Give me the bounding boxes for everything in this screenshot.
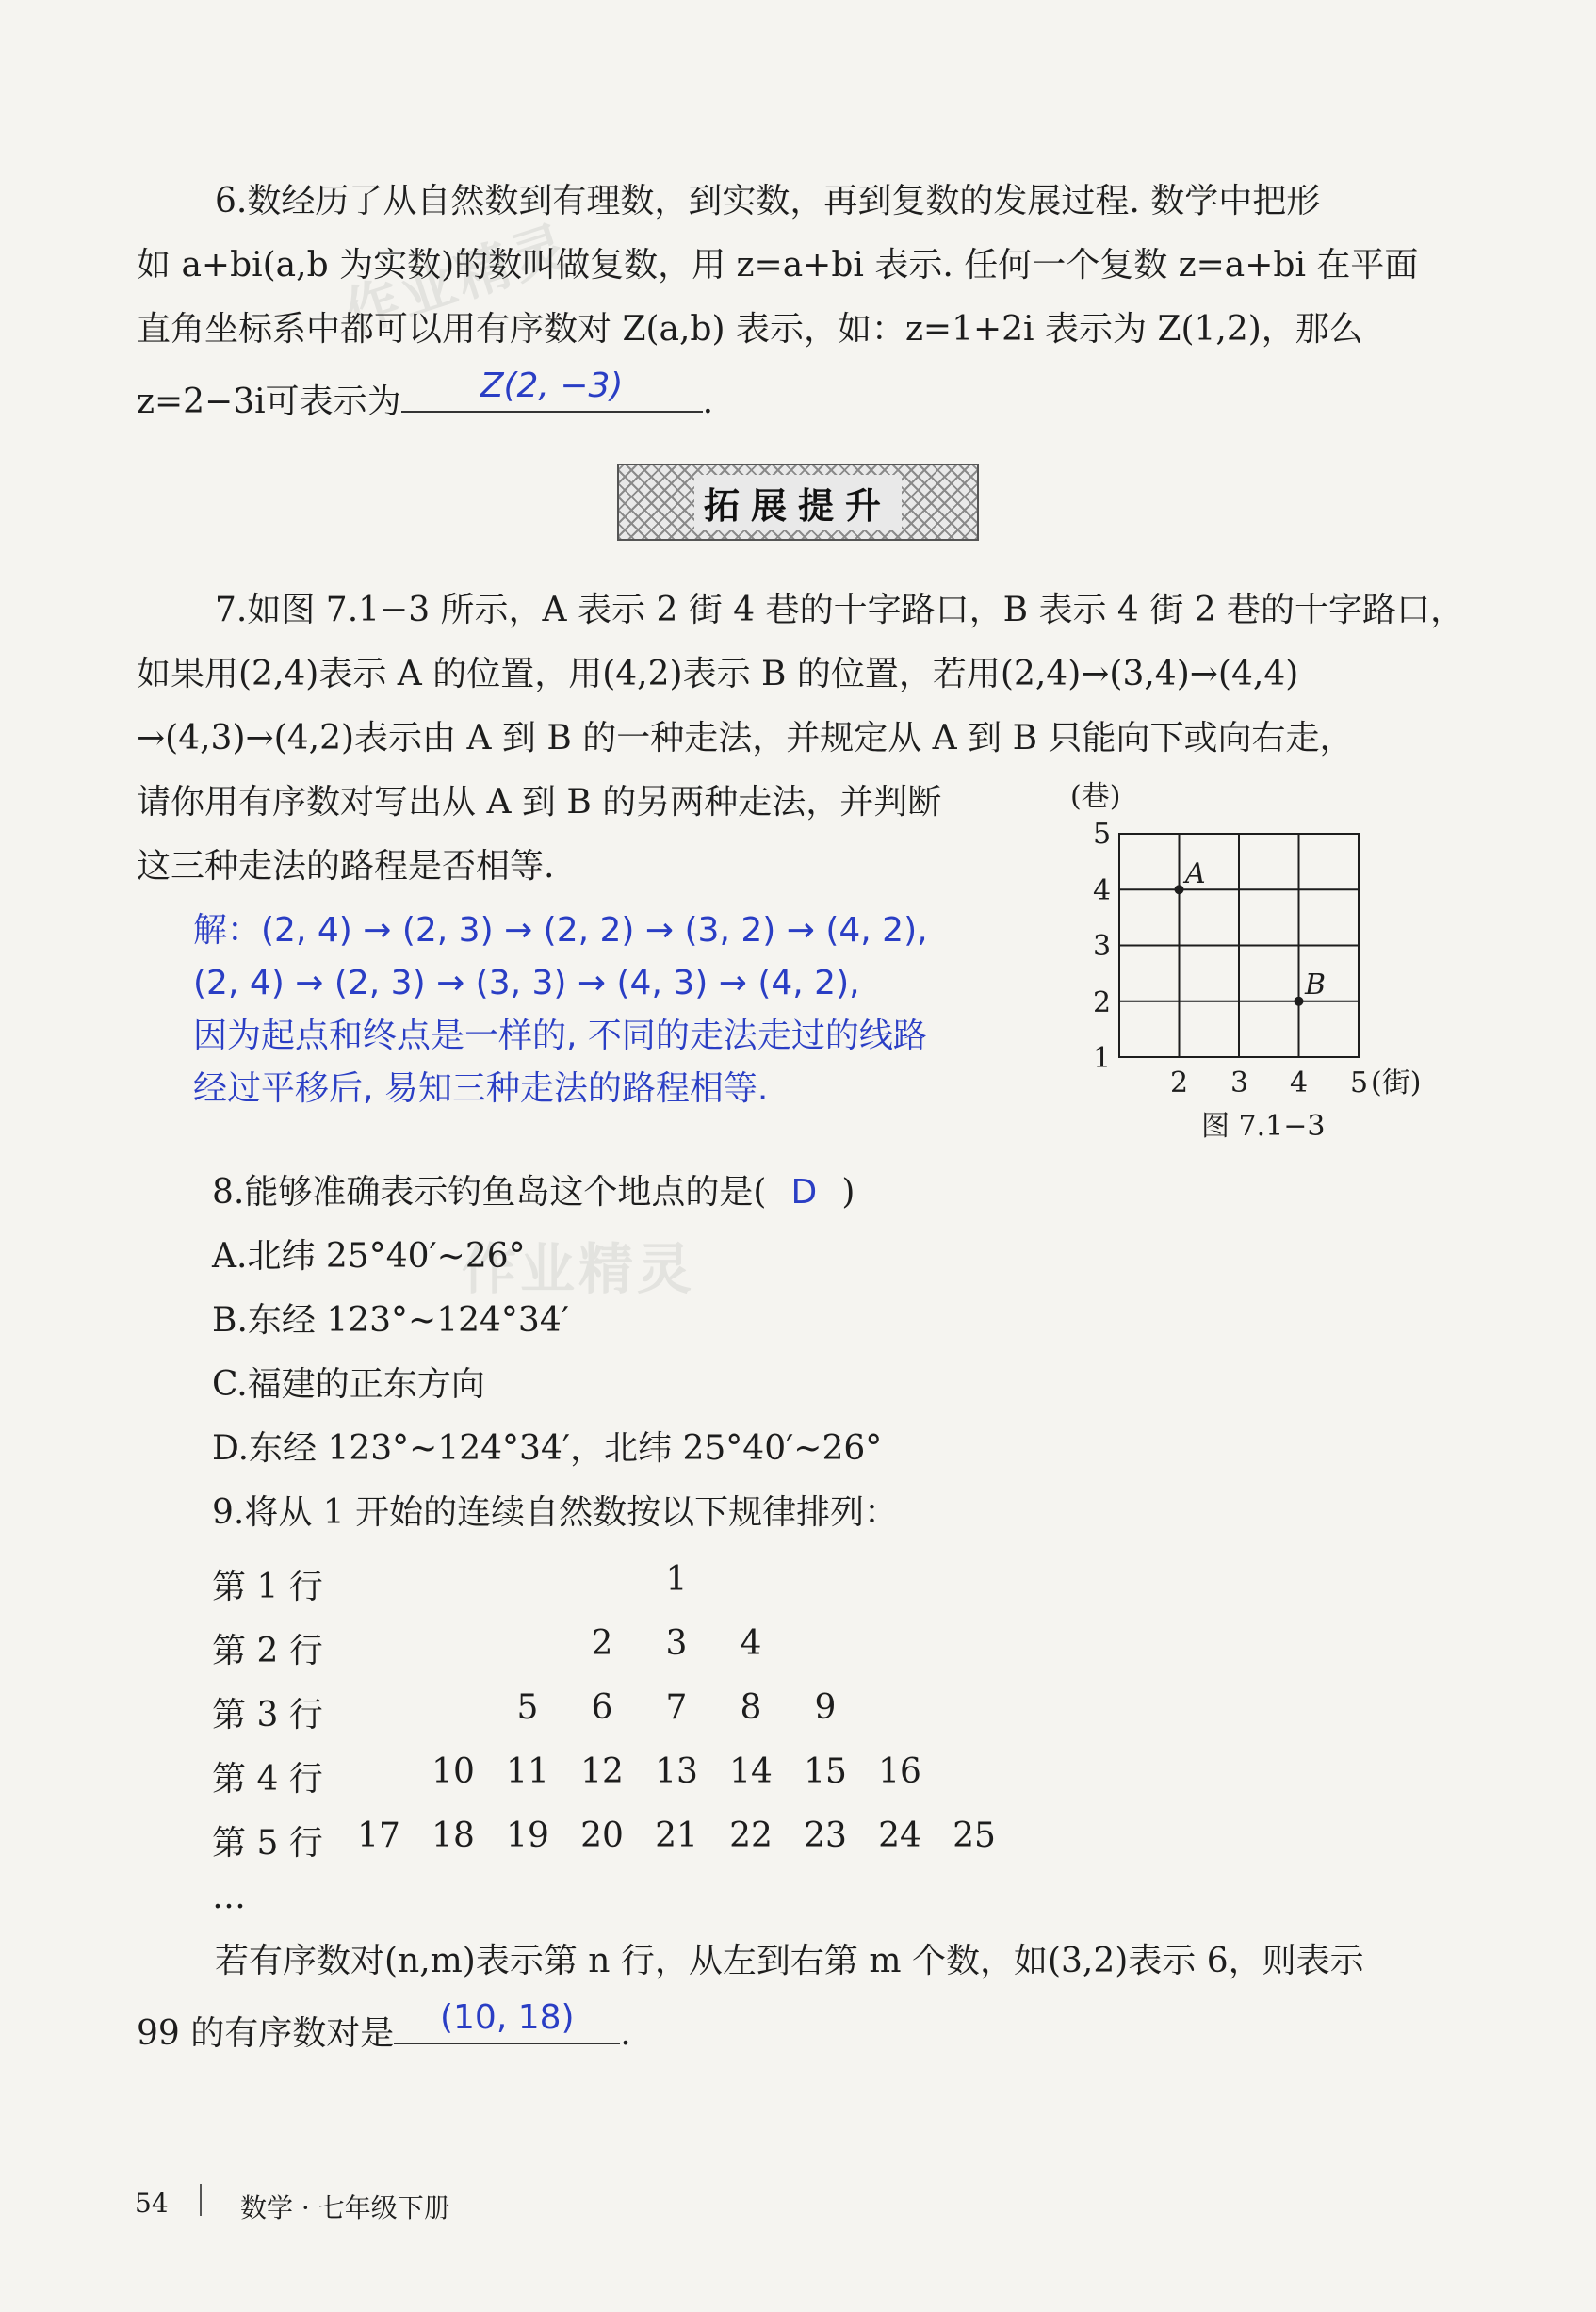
row-label: 第 5 行 <box>212 1824 323 1863</box>
triangle-number: 14 <box>729 1752 773 1791</box>
q9-line-2 <box>137 1998 631 2053</box>
row-label: 第 4 行 <box>212 1760 323 1799</box>
x-axis-label: (街) <box>1371 1066 1422 1099</box>
row-label: 第 3 行 <box>212 1696 323 1734</box>
x-tick-5: 5 <box>1350 1066 1369 1099</box>
triangle-number: 8 <box>740 1688 762 1727</box>
triangle-number: 13 <box>655 1752 698 1791</box>
triangle-number: 6 <box>591 1688 613 1727</box>
q7-line-1: 7.如图 7.1−3 所示，A 表示 2 街 4 巷的十字路口，B 表示 4 街 2 巷的十字路口， <box>215 591 1465 629</box>
q8-answer: D <box>790 1173 818 1212</box>
point-b-label: B <box>1305 969 1327 1001</box>
triangle-number: 11 <box>506 1752 549 1791</box>
triangle-number: 15 <box>804 1752 847 1791</box>
section-banner-title: 拓展提升 <box>694 475 902 530</box>
q7-answer-line-2: (2, 4) → (2, 3) → (3, 3) → (4, 3) → (4, 2), <box>193 964 860 1002</box>
q7-line-3: →(4,3)→(4,2)表示由 A 到 B 的一种走法，并规定从 A 到 B 只能向下或向右走， <box>137 719 1354 757</box>
triangle-number: 9 <box>814 1688 837 1727</box>
q8-option-d: D.东经 123°~124°34′，北纬 25°40′~26° <box>212 1429 883 1468</box>
y-tick-2: 2 <box>1093 986 1112 1019</box>
q6-line-2: 如 a+bi(a,b 为实数)的数叫做复数，用 z=a+bi 表示. 任何一个复数 z=a+bi 在平面 <box>137 246 1419 285</box>
q9-line-2-prefix: 99 的有序数对是 <box>137 2014 395 2053</box>
q8-stem-end: ) <box>841 1173 855 1212</box>
q9-stem: 9.将从 1 开始的连续自然数按以下规律排列： <box>212 1493 899 1532</box>
y-axis-label: (巷) <box>1070 780 1121 813</box>
triangle-number: 17 <box>357 1816 400 1855</box>
triangle-number: 22 <box>729 1816 773 1855</box>
q6-line-4-suffix: . <box>702 383 714 421</box>
q6-line-4-prefix: z=2−3i可表示为 <box>137 383 401 421</box>
q9-line-1: 若有序数对(n,m)表示第 n 行，从左到右第 m 个数，如(3,2)表示 6，则表示 <box>215 1942 1364 1980</box>
triangle-number: 21 <box>655 1816 698 1855</box>
watermark: 作业精灵 <box>336 213 578 347</box>
triangle-number: 7 <box>665 1688 688 1727</box>
triangle-number: 19 <box>506 1816 549 1855</box>
footer-divider <box>200 2184 202 2216</box>
triangle-number: 23 <box>804 1816 847 1855</box>
q8-stem-line <box>212 1173 855 1212</box>
section-banner <box>617 464 979 541</box>
q7-line-2: 如果用(2,4)表示 A 的位置，用(4,2)表示 B 的位置，若用(2,4)→(3,4)→(4,4) <box>137 655 1299 693</box>
triangle-number: 2 <box>591 1624 613 1663</box>
point-a-label: A <box>1185 857 1206 890</box>
q7-line-5: 这三种走法的路程是否相等. <box>137 847 555 886</box>
q9-answer: (10, 18) <box>439 1998 575 2037</box>
q7-answer-line-3: 因为起点和终点是一样的, 不同的走法走过的线路 <box>193 1017 927 1055</box>
q8-stem: 8.能够准确表示钓鱼岛这个地点的是( <box>212 1173 767 1212</box>
q6-line-1: 6.数经历了从自然数到有理数，到实数，再到复数的发展过程. 数学中把形 <box>215 182 1321 220</box>
triangle-number: 25 <box>953 1816 996 1855</box>
q8-option-b: B.东经 123°~124°34′ <box>212 1301 569 1340</box>
figure-caption: 图 7.1−3 <box>1201 1110 1326 1143</box>
q7-answer-line-4: 经过平移后, 易知三种走法的路程相等. <box>193 1069 769 1108</box>
triangle-number: 3 <box>665 1624 688 1663</box>
page-number: 54 <box>135 2188 169 2219</box>
triangle-number: 5 <box>516 1688 539 1727</box>
triangle-number: 24 <box>878 1816 921 1855</box>
q9-line-2-suffix: . <box>620 2014 631 2053</box>
y-tick-3: 3 <box>1093 930 1112 963</box>
triangle-number: 20 <box>580 1816 624 1855</box>
triangle-number: 1 <box>665 1560 688 1599</box>
watermark: 作业精灵 <box>462 1237 696 1301</box>
x-tick-4: 4 <box>1290 1066 1309 1099</box>
x-tick-3: 3 <box>1230 1066 1249 1099</box>
y-tick-4: 4 <box>1093 874 1112 907</box>
street-grid-figure <box>1046 777 1498 1145</box>
triangle-number: 4 <box>740 1624 762 1663</box>
triangle-number: 12 <box>580 1752 624 1791</box>
q7-line-4: 请你用有序数对写出从 A 到 B 的另两种走法，并判断 <box>137 783 942 822</box>
triangle-number: 18 <box>432 1816 475 1855</box>
y-tick-5: 5 <box>1093 818 1112 851</box>
q8-option-a: A.北纬 25°40′~26° <box>212 1237 526 1276</box>
q6-line-3: 直角坐标系中都可以用有序数对 Z(a,b) 表示，如：z=1+2i 表示为 Z(1,2)，那么 <box>137 310 1363 349</box>
row-label: 第 2 行 <box>212 1632 323 1670</box>
q9-ellipsis: … <box>212 1878 246 1916</box>
q6-answer: Z(2, −3) <box>480 366 624 405</box>
point-a <box>1175 885 1184 894</box>
q9-answer-blank[interactable] <box>394 1998 620 2044</box>
book-title: 数学 · 七年级下册 <box>240 2192 450 2223</box>
point-b <box>1295 997 1304 1006</box>
y-tick-1: 1 <box>1093 1042 1112 1075</box>
q6-answer-blank[interactable] <box>401 366 703 413</box>
q6-line-4 <box>137 366 714 421</box>
x-tick-2: 2 <box>1170 1066 1189 1099</box>
row-label: 第 1 行 <box>212 1568 323 1606</box>
triangle-number: 16 <box>878 1752 921 1791</box>
q8-option-c: C.福建的正东方向 <box>212 1365 485 1404</box>
triangle-number: 10 <box>432 1752 475 1791</box>
q7-answer-line-1: 解：(2, 4) → (2, 3) → (2, 2) → (3, 2) → (4, 2), <box>193 911 928 950</box>
